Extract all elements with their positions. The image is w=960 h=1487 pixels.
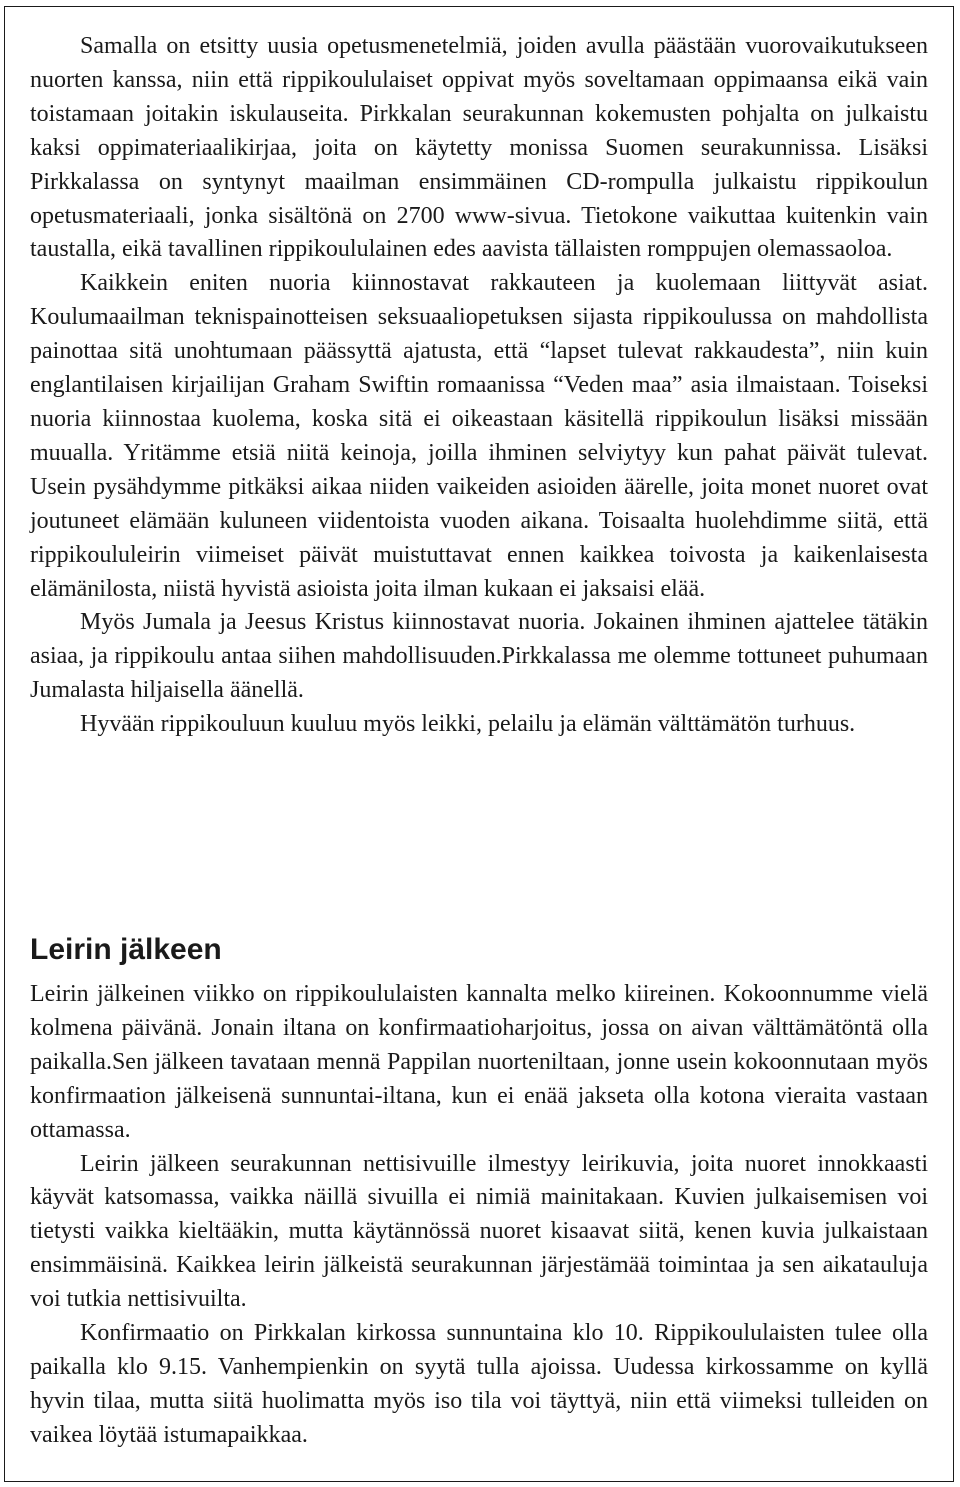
paragraph-confirmation: Konfirmaatio on Pirkkalan kirkossa sunnuntaina klo 10. Rippikoululaisten tulee olla paikalla klo 9.15. Vanhempienkin on syytä tulla ajoissa. Uudessa kirkossamme on kyllä hyvin tilaa, mutta siitä huolimatta myös iso tila voi täyttyä, niin että viimeksi tulleiden on vaikea löytää istumapaikkaa.	[30, 1320, 928, 1448]
article-section-teaching	[30, 30, 928, 742]
paragraph-love-and-death: Kaikkein eniten nuoria kiinnostavat rakkauteen ja kuolemaan liittyvät asiat. Koulumaailman teknispainotteisen seksuaaliopetuksen sijasta rippikoulussa on mahdollista painottaa sitä unohtumaan päässyttä ajatusta, että “lapset tulevat rakkaudesta”, niin kuin englantilaisen kirjailijan Graham Swiftin romaanissa “Veden maa” asia ilmaistaan. Toiseksi nuoria kiinnostaa kuolema, koska sitä ei oikeastaan käsitellä rippikoulun lisäksi missään muualla. Yritämme etsiä niitä keinoja, joilla ihminen selviytyy kun pahat päivät tulevat. Usein pysähdymme pitkäksi aikaa niiden vaikeiden asioiden äärelle, joita monet nuoret ovat joutuneet elämään kuluneen viidentoista vuoden aikana. Toisaalta huolehdimme siitä, että rippikoululeirin viimeiset päivät muistuttavat ennen kaikkea toivosta ja kaikenlaisesta elämänilosta, niistä hyvistä asioista joita ilman kukaan ei jaksaisi elää.	[30, 270, 928, 602]
paragraph-god-and-jesus: Myös Jumala ja Jeesus Kristus kiinnostavat nuoria. Jokainen ihminen ajattelee tätäkin asiaa, ja rippikoulu antaa siihen mahdollisuuden.Pirkkalassa me olemme tottuneet puhumaan Jumalasta hiljaisella äänellä.	[30, 609, 928, 704]
paragraph-play-and-fun: Hyvään rippikouluun kuuluu myös leikki, pelailu ja elämän välttämätön turhuus.	[80, 711, 856, 738]
paragraph-week-after-camp: Leirin jälkeinen viikko on rippikoululaisten kannalta melko kiireinen. Kokoonnumme vielä kolmena päivänä. Jonain iltana on konfirmaatioharjoitus, jossa on aivan välttämätöntä olla paikalla.Sen jälkeen tavataan mennä Pappilan nuorteniltaan, jonne usein kokoonnutaan myös konfirmaation jälkeisenä sunnuntai-iltana, kun ei enää jakseta olla kotona vieraita vastaan ottamassa.	[30, 981, 928, 1143]
paragraph-teaching-methods: Samalla on etsitty uusia opetusmenetelmiä, joiden avulla päästään vuorovaikutukseen nuorten kanssa, niin että rippikoululaiset oppivat myös soveltamaan oppimaansa eikä vain toistamaan joitakin iskulauseita. Pirkkalan seurakunnan kokemusten pohjalta on julkaistu kaksi oppimateriaalikirjaa, joita on käytetty monissa Suomen seurakunnissa. Lisäksi Pirkkalassa on syntynyt maailman ensimmäinen CD-rompulla julkaistu rippikoulun opetusmateriaali, jonka sisältönä on 2700 www-sivua. Tietokone vaikuttaa kuitenkin vain taustalla, eikä tavallinen rippikoululainen edes aavista tällaisten romppujen olemassaoloa.	[30, 33, 928, 263]
section-heading-after-camp: Leirin jälkeen	[30, 933, 222, 966]
paragraph-camp-photos: Leirin jälkeen seurakunnan nettisivuille ilmestyy leirikuvia, joita nuoret innokkaasti käyvät katsomassa, vaikka näillä sivuilla ei nimiä mainitakaan. Kuvien julkaisemisen voi tietysti vaikka kieltääkin, mutta käytännössä nuoret kisaavat siitä, kenen kuvia julkaistaan ensimmäisinä. Kaikkea leirin jälkeistä seurakunnan järjestämää toimintaa ja sen aikatauluja voi tutkia nettisivuilta.	[30, 1150, 928, 1313]
article-section-after-camp	[30, 978, 928, 1453]
